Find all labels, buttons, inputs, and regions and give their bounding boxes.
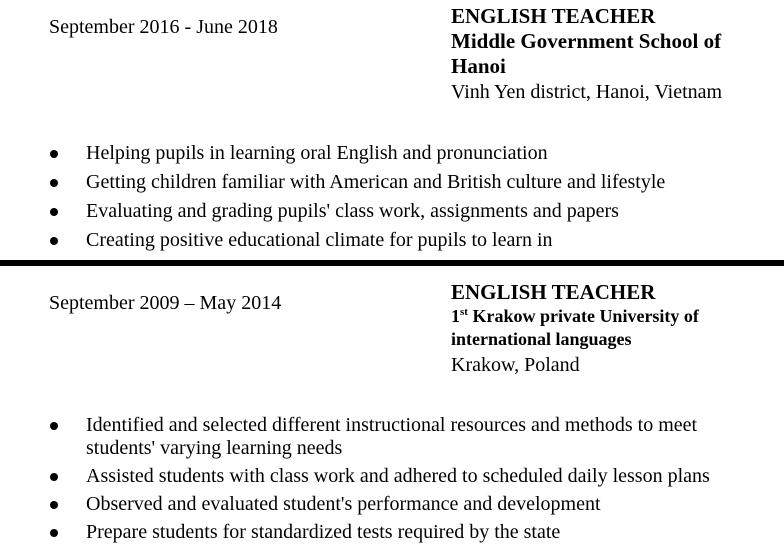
list-item xyxy=(0,521,784,544)
employment-dates: September 2016 - June 2018 xyxy=(49,16,278,38)
employment-dates: September 2009 – May 2014 xyxy=(49,292,282,314)
bullet-icon xyxy=(50,422,58,430)
list-item-text: Creating positive educational climate for pupils to learn in xyxy=(86,229,553,251)
organization-name-text: Krakow private University of international languages xyxy=(451,306,699,349)
list-item xyxy=(0,200,784,223)
list-item xyxy=(0,142,784,165)
list-item xyxy=(0,414,784,460)
job-header xyxy=(451,4,771,105)
responsibilities-list xyxy=(0,414,784,549)
organization-name xyxy=(451,305,771,351)
list-item xyxy=(0,465,784,488)
list-item-text: Evaluating and grading pupils' class work, assignments and papers xyxy=(86,200,619,222)
organization-ordinal: 1 xyxy=(451,306,460,326)
bullet-icon xyxy=(50,501,58,509)
list-item xyxy=(0,229,784,252)
list-item-text: Observed and evaluated student's performance and development xyxy=(86,493,601,515)
list-item-text: Helping pupils in learning oral English and pronunciation xyxy=(86,142,548,164)
job-title: ENGLISH TEACHER xyxy=(451,4,656,28)
bullet-icon xyxy=(50,473,58,481)
list-item-text: Prepare students for standardized tests required by the state xyxy=(86,521,561,543)
job-location: Krakow, Poland xyxy=(451,354,580,376)
organization-ordinal-suffix: st xyxy=(460,306,468,318)
section-divider xyxy=(0,260,784,266)
list-item-text: Identified and selected different instructional resources and methods to meet students' varying learning needs xyxy=(86,414,698,459)
list-item-text: Assisted students with class work and adhered to scheduled daily lesson plans xyxy=(86,465,710,487)
responsibilities-list xyxy=(0,142,784,258)
job-location: Vinh Yen district, Hanoi, Vietnam xyxy=(451,81,723,103)
bullet-icon xyxy=(50,529,58,537)
job-header xyxy=(451,280,771,378)
bullet-icon xyxy=(50,150,58,158)
organization-name: Middle Government School of Hanoi xyxy=(451,29,722,78)
bullet-icon xyxy=(50,237,58,245)
job-title: ENGLISH TEACHER xyxy=(451,280,656,304)
bullet-icon xyxy=(50,208,58,216)
list-item xyxy=(0,493,784,516)
bullet-icon xyxy=(50,179,58,187)
list-item xyxy=(0,171,784,194)
list-item-text: Getting children familiar with American and British culture and lifestyle xyxy=(86,171,666,193)
